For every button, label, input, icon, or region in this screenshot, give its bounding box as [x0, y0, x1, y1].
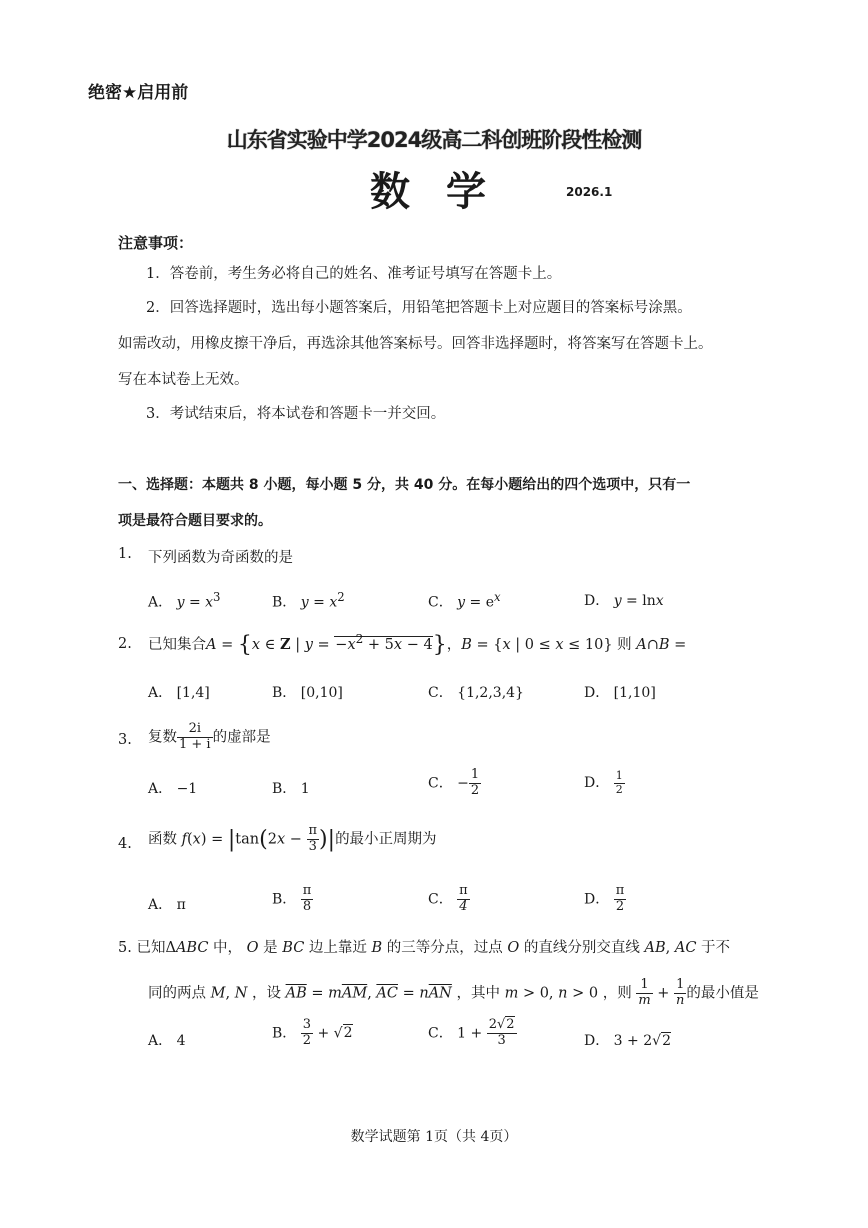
q4-option-d: D． $\frac{\pi}{2}$ [584, 883, 625, 914]
exam-date: 2026.1 [566, 185, 613, 199]
q3-option-b: B． 1 [272, 781, 310, 797]
q3-option-c: C． − $\frac{1}{2}$ [428, 767, 480, 798]
q2-option-d: D． [1,10] [584, 685, 656, 701]
q5-option-a: A． 4 [148, 1033, 186, 1049]
q3-option-d: D． $\frac{1}{2}$ [584, 769, 623, 796]
q4-option-b: B． $\frac{\pi}{8}$ [272, 883, 312, 914]
q5-option-c: C． 1 + $\frac{2√2}{3}$ [428, 1017, 515, 1048]
note-3: 3．考试结束后，将本试卷和答题卡一并交回。 [146, 406, 446, 422]
confidential-label: 绝密★启用前 [88, 83, 189, 103]
q5-option-d: D． 3 + 2√2 [584, 1033, 671, 1049]
q4-option-c: C． $\frac{\pi}{4}$ [428, 883, 468, 914]
note-1: 1．答卷前，考生务必将自己的姓名、准考证号填写在答题卡上。 [146, 266, 562, 282]
note-2-end: 写在本试卷上无效。 [118, 372, 249, 388]
q1-option-d: D． y = lnx [584, 593, 664, 609]
notes-title: 注意事项： [118, 234, 194, 252]
q1-option-a: A． $y = x^3$ [148, 590, 221, 611]
q3-number: 3. [118, 732, 132, 748]
q2-option-c: C． {1,2,3,4} [428, 685, 524, 701]
q5-line-1: 5. 已知ΔABC 中， O 是 BC 边上靠近 B 的三等分点，过点 O 的直线分别交直线 AB, AC 于不 [118, 940, 731, 956]
q1-stem: 下列函数为奇函数的是 [148, 550, 293, 566]
q5-line-2: 同的两点 M, N ，设 $\overline{AB} = m\overline{AM}$, $\overline{AC} = n\overline{AN}$ ，其中 m > 0, n > 0 ，则 $\frac{1}{m}$ + $\frac{1}{n}$ 的最小值是 [148, 977, 759, 1008]
q3-option-a: A． −1 [148, 781, 198, 797]
section-heading: 一、选择题：本题共 8 小题，每小题 5 分，共 40 分。在每小题给出的四个选项中，只有一 [118, 477, 691, 493]
q2-option-b: B． [0,10] [272, 685, 343, 701]
q4-stem: 函数 f(x) = |tan(2x − $\frac{\pi}{3}$ )|的最小正周期为 [148, 823, 437, 854]
section-heading-cont: 项是最符合题目要求的。 [118, 513, 272, 529]
q2-number: 2. [118, 636, 132, 652]
school-title: 山东省实验中学2024级高二科创班阶段性检测 [226, 128, 642, 152]
page-footer: 数学试题第 1页（共 4页） [350, 1129, 518, 1145]
q3-stem: 复数 $\frac{2i}{1 + i}$ 的虚部是 [148, 721, 271, 752]
q2-stem: 已知集合A = {x ∈ Z | $y = -x^2 + 5x - 4$}，B = {x | 0 ≤ x ≤ 10} 则 A∩B = [148, 632, 687, 658]
q1-number: 1. [118, 546, 132, 562]
q1-option-b: B． $y = x^2$ [272, 590, 345, 611]
q4-option-a: A． π [148, 897, 186, 913]
subject-title: 数学 [370, 169, 522, 215]
note-2: 2．回答选择题时，选出每小题答案后，用铅笔把答题卡上对应题目的答案标号涂黑。 [146, 300, 692, 316]
q4-number: 4. [118, 836, 132, 852]
q5-option-b: B． $\frac{3}{2}$ + √2 [272, 1017, 353, 1048]
q2-option-a: A． [1,4] [148, 685, 210, 701]
note-2-cont: 如需改动，用橡皮擦干净后，再选涂其他答案标号。回答非选择题时，将答案写在答题卡上。 [118, 336, 713, 352]
q1-option-c: C． $y = e^x$ [428, 590, 501, 611]
